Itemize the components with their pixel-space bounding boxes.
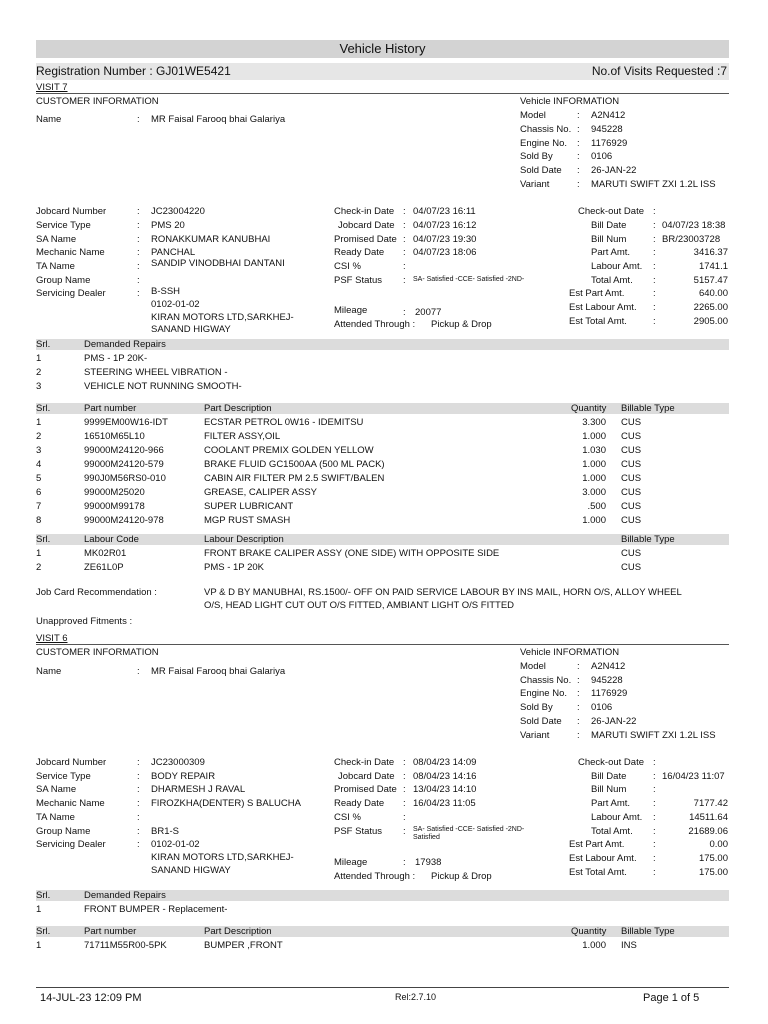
model-label: Model [520, 661, 546, 672]
colon: : [403, 307, 406, 318]
colon: : [137, 812, 140, 823]
group-name-value: BR1-S [151, 826, 179, 837]
table-cell: 3 [36, 445, 42, 456]
demanded-repairs-header: Demanded Repairs [84, 339, 166, 350]
colon: : [653, 812, 656, 823]
colon: : [403, 234, 406, 245]
visit-heading: VISIT 6 [36, 633, 68, 644]
vehicle-info-heading: Vehicle INFORMATION [520, 647, 620, 658]
colon: : [577, 179, 580, 190]
mileage-value: 20077 [415, 307, 442, 318]
bill-date-label: Bill Date [591, 771, 627, 782]
divider [36, 93, 729, 94]
divider [36, 644, 729, 645]
table-cell: 99000M24120-579 [84, 459, 164, 470]
chassis-label: Chassis No. [520, 124, 572, 135]
visits-requested: No.of Visits Requested :7 [591, 64, 727, 78]
engine-value: 1176929 [591, 688, 628, 699]
labour-amt-label: Labour Amt. [591, 261, 643, 272]
page-title: Vehicle History [339, 41, 426, 56]
colon: : [137, 261, 140, 272]
table-cell: PMS - 1P 20K- [84, 353, 148, 364]
table-cell: MK02R01 [84, 548, 127, 559]
est-part-amt-value: 640.00 [698, 288, 728, 299]
table-cell: BRAKE FLUID GC1500AA (500 ML PACK) [204, 459, 385, 470]
dealer-code-value: 0102-01-02 [151, 839, 200, 850]
checkin-date-label: Check-in Date [334, 757, 395, 768]
labour-code-header: Labour Code [84, 534, 139, 545]
quantity-header: Quantity [571, 403, 607, 414]
colon: : [137, 798, 140, 809]
table-cell: 6 [36, 487, 42, 498]
promised-date-value: 13/04/23 14:10 [413, 784, 477, 795]
colon: : [653, 853, 656, 864]
dealer-name-line2: SANAND HIGWAY [151, 865, 231, 876]
jobcard-number-label: Jobcard Number [36, 757, 107, 768]
chassis-value: 945228 [591, 124, 623, 135]
table-cell: 8 [36, 515, 42, 526]
colon: : [577, 675, 580, 686]
labour-amt-label: Labour Amt. [591, 812, 643, 823]
colon: : [577, 151, 580, 162]
engine-label: Engine No. [520, 688, 568, 699]
billable-type-header: Billable Type [621, 534, 675, 545]
srl-header: Srl. [36, 926, 51, 937]
jobcard-date-value: 04/07/23 16:12 [413, 220, 477, 231]
variant-value: MARUTI SWIFT ZXI 1.2L ISS [591, 179, 716, 190]
colon: : [577, 124, 580, 135]
est-total-amt-value: 2905.00 [693, 316, 728, 327]
mileage-label: Mileage [334, 857, 368, 868]
servicing-dealer-label: Servicing Dealer [36, 839, 106, 850]
est-part-amt-label: Est Part Amt. [569, 288, 625, 299]
checkin-date-value: 04/07/23 16:11 [413, 206, 476, 217]
colon: : [653, 867, 656, 878]
sold-by-value: 0106 [591, 151, 613, 162]
srl-header: Srl. [36, 890, 51, 901]
customer-name: MR Faisal Farooq bhai Galariya [151, 114, 286, 125]
table-cell: 71711M55R00-5PK [84, 940, 167, 951]
table-cell: CABIN AIR FILTER PM 2.5 SWIFT/BALEN [204, 473, 385, 484]
table-cell: BUMPER ,FRONT [204, 940, 283, 951]
colon: : [137, 771, 140, 782]
sold-by-label: Sold By [520, 151, 553, 162]
total-amt-label: Total Amt. [591, 826, 633, 837]
est-total-amt-label: Est Total Amt. [569, 316, 627, 327]
service-type-value: PMS 20 [151, 220, 185, 231]
colon: : [577, 138, 580, 149]
service-type-value: BODY REPAIR [151, 771, 216, 782]
table-cell: FRONT BRAKE CALIPER ASSY (ONE SIDE) WITH OPPOSITE SIDE [204, 548, 500, 559]
ready-date-value: 16/04/23 11:05 [413, 798, 476, 809]
colon: : [577, 110, 580, 121]
sold-date-value: 26-JAN-22 [591, 165, 637, 176]
group-name-label: Group Name [36, 275, 91, 286]
footer-divider [36, 987, 729, 988]
chassis-label: Chassis No. [520, 675, 572, 686]
jobcard-number-label: Jobcard Number [36, 206, 107, 217]
colon: : [577, 702, 580, 713]
dealer-name-line1: KIRAN MOTORS LTD,SARKHEJ- [151, 852, 294, 863]
colon: : [577, 716, 580, 727]
dealer-name-line1: KIRAN MOTORS LTD,SARKHEJ- [151, 312, 294, 323]
table-cell: 1 [36, 940, 42, 951]
colon: : [653, 206, 656, 217]
colon: : [137, 757, 140, 768]
csi-label: CSI % [334, 261, 361, 272]
name-label: Name [36, 114, 62, 125]
vehicle-info-heading: Vehicle INFORMATION [520, 96, 620, 107]
psf-status-value-line2: Satisfied [413, 834, 440, 841]
table-cell: 99000M99178 [84, 501, 145, 512]
customer-info-heading: CUSTOMER INFORMATION [36, 647, 159, 658]
table-cell: GREASE, CALIPER ASSY [204, 487, 317, 498]
table-cell: MGP RUST SMASH [204, 515, 291, 526]
colon: : [653, 247, 656, 258]
table-cell: 990J0M56RS0-010 [84, 473, 166, 484]
ready-date-label: Ready Date [334, 247, 385, 258]
colon: : [403, 826, 406, 837]
page-number: Page 1 of 5 [643, 992, 700, 1004]
table-cell: CUS [621, 548, 642, 559]
release-version: Rel:2.7.10 [395, 992, 437, 1002]
colon: : [653, 275, 656, 286]
model-value: A2N412 [591, 110, 626, 121]
jobcard-date-value: 08/04/23 14:16 [413, 771, 477, 782]
colon: : [403, 784, 406, 795]
table-cell: 1 [36, 548, 42, 559]
name-label: Name [36, 666, 62, 677]
attended-through-value: Pickup & Drop [431, 871, 492, 882]
dealer-code-value: 0102-01-02 [151, 299, 200, 310]
part-amt-value: 7177.42 [693, 798, 728, 809]
bill-date-label: Bill Date [591, 220, 627, 231]
colon: : [137, 784, 140, 795]
table-cell: CUS [621, 431, 642, 442]
table-cell: INS [621, 940, 637, 951]
colon: : [653, 261, 656, 272]
bill-date-value: 16/04/23 11:07 [662, 771, 725, 782]
table-cell: 1 [36, 353, 42, 364]
colon: : [653, 288, 656, 299]
colon: : [137, 839, 140, 850]
colon: : [653, 234, 656, 245]
table-cell: 99000M24120-966 [84, 445, 164, 456]
part-amt-value: 3416.37 [693, 247, 728, 258]
part-description-header: Part Description [204, 403, 272, 414]
colon: : [403, 798, 406, 809]
table-cell: 16510M65L10 [84, 431, 145, 442]
colon: : [653, 302, 656, 313]
table-cell: CUS [621, 445, 642, 456]
table-cell: 3 [36, 381, 42, 392]
variant-value: MARUTI SWIFT ZXI 1.2L ISS [591, 730, 716, 741]
total-amt-label: Total Amt. [591, 275, 633, 286]
est-total-amt-value: 175.00 [698, 867, 728, 878]
table-cell: 1.000 [582, 459, 606, 470]
colon: : [137, 275, 140, 286]
labour-amt-value: 1741.1 [698, 261, 728, 272]
table-cell: 1.000 [582, 431, 606, 442]
colon: : [137, 288, 140, 299]
ready-date-value: 04/07/23 18:06 [413, 247, 477, 258]
checkin-date-value: 08/04/23 14:09 [413, 757, 477, 768]
recommendation-line1: VP & D BY MANUBHAI, RS.1500/- OFF ON PAID SERVICE LABOUR BY INS MAIL, HORN O/S, ALLOY WHEEL [204, 587, 682, 598]
colon: : [653, 798, 656, 809]
quantity-header: Quantity [571, 926, 607, 937]
est-part-amt-value: 0.00 [709, 839, 728, 850]
est-labour-amt-label: Est Labour Amt. [569, 302, 637, 313]
colon: : [137, 826, 140, 837]
est-total-amt-label: Est Total Amt. [569, 867, 627, 878]
variant-label: Variant [520, 730, 550, 741]
registration-bar [36, 63, 729, 80]
colon: : [653, 220, 656, 231]
colon: : [577, 661, 580, 672]
psf-status-label: PSF Status [334, 275, 383, 286]
sold-by-label: Sold By [520, 702, 553, 713]
table-cell: 9999EM00W16-IDT [84, 417, 168, 428]
table-cell: 3.300 [582, 417, 606, 428]
colon: : [403, 206, 406, 217]
part-amt-label: Part Amt. [591, 247, 631, 258]
ta-name-label: TA Name [36, 812, 75, 823]
csi-label: CSI % [334, 812, 361, 823]
model-label: Model [520, 110, 546, 121]
colon: : [403, 857, 406, 868]
engine-value: 1176929 [591, 138, 628, 149]
variant-label: Variant [520, 179, 550, 190]
table-cell: CUS [621, 417, 642, 428]
promised-date-value: 04/07/23 19:30 [413, 234, 477, 245]
table-cell: 5 [36, 473, 42, 484]
mechanic-name-label: Mechanic Name [36, 798, 105, 809]
table-cell: 7 [36, 501, 42, 512]
recommendation-label: Job Card Recommendation : [36, 587, 157, 598]
colon: : [137, 220, 140, 231]
table-cell: FILTER ASSY,OIL [204, 431, 281, 442]
dealer-name-line2: SANAND HIGWAY [151, 324, 231, 335]
colon: : [653, 771, 656, 782]
sa-name-value: RONAKKUMAR KANUBHAI [151, 234, 271, 245]
service-type-label: Service Type [36, 220, 91, 231]
sold-date-label: Sold Date [520, 716, 562, 727]
ta-name-value: SANDIP VINODBHAI DANTANI [151, 258, 285, 269]
colon: : [403, 261, 406, 272]
sa-name-label: SA Name [36, 784, 77, 795]
bill-num-value: BR/23003728 [662, 234, 721, 245]
unapproved-fitments-label: Unapproved Fitments : [36, 616, 133, 627]
total-amt-value: 21689.06 [688, 826, 728, 837]
sold-by-value: 0106 [591, 702, 613, 713]
table-cell: CUS [621, 459, 642, 470]
table-cell: COOLANT PREMIX GOLDEN YELLOW [204, 445, 374, 456]
sold-date-label: Sold Date [520, 165, 562, 176]
colon: : [403, 220, 406, 231]
colon: : [653, 757, 656, 768]
promised-date-label: Promised Date [334, 234, 397, 245]
colon: : [403, 771, 406, 782]
total-amt-value: 5157.47 [693, 275, 728, 286]
psf-status-value: SA- Satisfied -CCE- Satisfied -2ND- [413, 826, 525, 833]
sa-name-label: SA Name [36, 234, 77, 245]
ta-name-label: TA Name [36, 261, 75, 272]
print-timestamp: 14-JUL-23 12:09 PM [40, 992, 142, 1004]
table-cell: 1.000 [582, 473, 606, 484]
table-cell: CUS [621, 501, 642, 512]
customer-name: MR Faisal Farooq bhai Galariya [151, 666, 286, 677]
mechanic-name-value: PANCHAL [151, 247, 196, 258]
table-cell: 2 [36, 431, 42, 442]
colon: : [137, 206, 140, 217]
table-cell: .500 [587, 501, 606, 512]
est-labour-amt-value: 2265.00 [693, 302, 728, 313]
dealer-group-value: B-SSH [151, 286, 181, 297]
colon: : [137, 114, 140, 125]
chassis-value: 945228 [591, 675, 623, 686]
bill-num-label: Bill Num [591, 234, 627, 245]
recommendation-line2: O/S, HEAD LIGHT CUT OUT O/S FITTED, AMBIANT LIGHT O/S FITTED [204, 600, 515, 611]
title-bar [36, 40, 729, 58]
part-description-header: Part Description [204, 926, 272, 937]
est-labour-amt-label: Est Labour Amt. [569, 853, 637, 864]
group-name-label: Group Name [36, 826, 91, 837]
part-number-header: Part number [84, 403, 137, 414]
visit-heading: VISIT 7 [36, 82, 68, 93]
table-cell: 1.000 [582, 940, 606, 951]
checkin-date-label: Check-in Date [334, 206, 395, 217]
billable-type-header: Billable Type [621, 926, 675, 937]
sa-name-value: DHARMESH J RAVAL [151, 784, 246, 795]
psf-status-label: PSF Status [334, 826, 383, 837]
colon: : [403, 812, 406, 823]
colon: : [137, 247, 140, 258]
table-cell: 1 [36, 417, 42, 428]
est-part-amt-label: Est Part Amt. [569, 839, 625, 850]
part-number-header: Part number [84, 926, 137, 937]
service-type-label: Service Type [36, 771, 91, 782]
jobcard-date-label: Jobcard Date [338, 771, 395, 782]
table-cell: 1.030 [582, 445, 606, 456]
table-cell: STEERING WHEEL VIBRATION - [84, 367, 228, 378]
checkout-date-label: Check-out Date [578, 206, 645, 217]
table-cell: VEHICLE NOT RUNNING SMOOTH- [84, 381, 242, 392]
table-cell: CUS [621, 473, 642, 484]
jobcard-number-value: JC23004220 [151, 206, 205, 217]
table-cell: 3.000 [582, 487, 606, 498]
colon: : [653, 826, 656, 837]
jobcard-date-label: Jobcard Date [338, 220, 395, 231]
mileage-label: Mileage [334, 305, 368, 316]
engine-label: Engine No. [520, 138, 568, 149]
table-cell: PMS - 1P 20K [204, 562, 265, 573]
mechanic-name-value: FIROZKHA(DENTER) S BALUCHA [151, 798, 301, 809]
table-cell: CUS [621, 487, 642, 498]
demanded-repairs-header: Demanded Repairs [84, 890, 166, 901]
colon: : [403, 247, 406, 258]
est-labour-amt-value: 175.00 [698, 853, 728, 864]
sold-date-value: 26-JAN-22 [591, 716, 637, 727]
labour-description-header: Labour Description [204, 534, 284, 545]
psf-status-value: SA- Satisfied -CCE- Satisfied -2ND- [413, 276, 525, 283]
attended-through-label: Attended Through : [334, 871, 416, 882]
colon: : [137, 666, 140, 677]
mechanic-name-label: Mechanic Name [36, 247, 105, 258]
srl-header: Srl. [36, 534, 51, 545]
table-cell: FRONT BUMPER - Replacement- [84, 904, 228, 915]
srl-header: Srl. [36, 403, 51, 414]
jobcard-number-value: JC23000309 [151, 757, 205, 768]
table-cell: SUPER LUBRICANT [204, 501, 294, 512]
bill-num-label: Bill Num [591, 784, 627, 795]
table-cell: 2 [36, 562, 42, 573]
table-cell: 1.000 [582, 515, 606, 526]
billable-type-header: Billable Type [621, 403, 675, 414]
part-amt-label: Part Amt. [591, 798, 631, 809]
labour-amt-value: 14511.64 [689, 812, 728, 823]
attended-through-value: Pickup & Drop [431, 319, 492, 330]
colon: : [577, 688, 580, 699]
table-cell: 2 [36, 367, 42, 378]
table-cell: 99000M25020 [84, 487, 145, 498]
colon: : [137, 234, 140, 245]
table-cell: ZE61L0P [84, 562, 124, 573]
table-cell: CUS [621, 515, 642, 526]
table-cell: 99000M24120-978 [84, 515, 164, 526]
colon: : [577, 730, 580, 741]
customer-info-heading: CUSTOMER INFORMATION [36, 96, 159, 107]
colon: : [653, 316, 656, 327]
mileage-value: 17938 [415, 857, 442, 868]
promised-date-label: Promised Date [334, 784, 397, 795]
colon: : [653, 784, 656, 795]
checkout-date-label: Check-out Date [578, 757, 645, 768]
attended-through-label: Attended Through : [334, 319, 416, 330]
srl-header: Srl. [36, 339, 51, 350]
model-value: A2N412 [591, 661, 626, 672]
colon: : [577, 165, 580, 176]
ready-date-label: Ready Date [334, 798, 385, 809]
table-cell: ECSTAR PETROL 0W16 - IDEMITSU [204, 417, 364, 428]
colon: : [403, 275, 406, 286]
table-cell: 4 [36, 459, 42, 470]
servicing-dealer-label: Servicing Dealer [36, 288, 106, 299]
table-cell: 1 [36, 904, 42, 915]
colon: : [653, 839, 656, 850]
colon: : [403, 757, 406, 768]
bill-date-value: 04/07/23 18:38 [662, 220, 726, 231]
table-cell: CUS [621, 562, 642, 573]
registration-number: Registration Number : GJ01WE5421 [36, 64, 231, 78]
